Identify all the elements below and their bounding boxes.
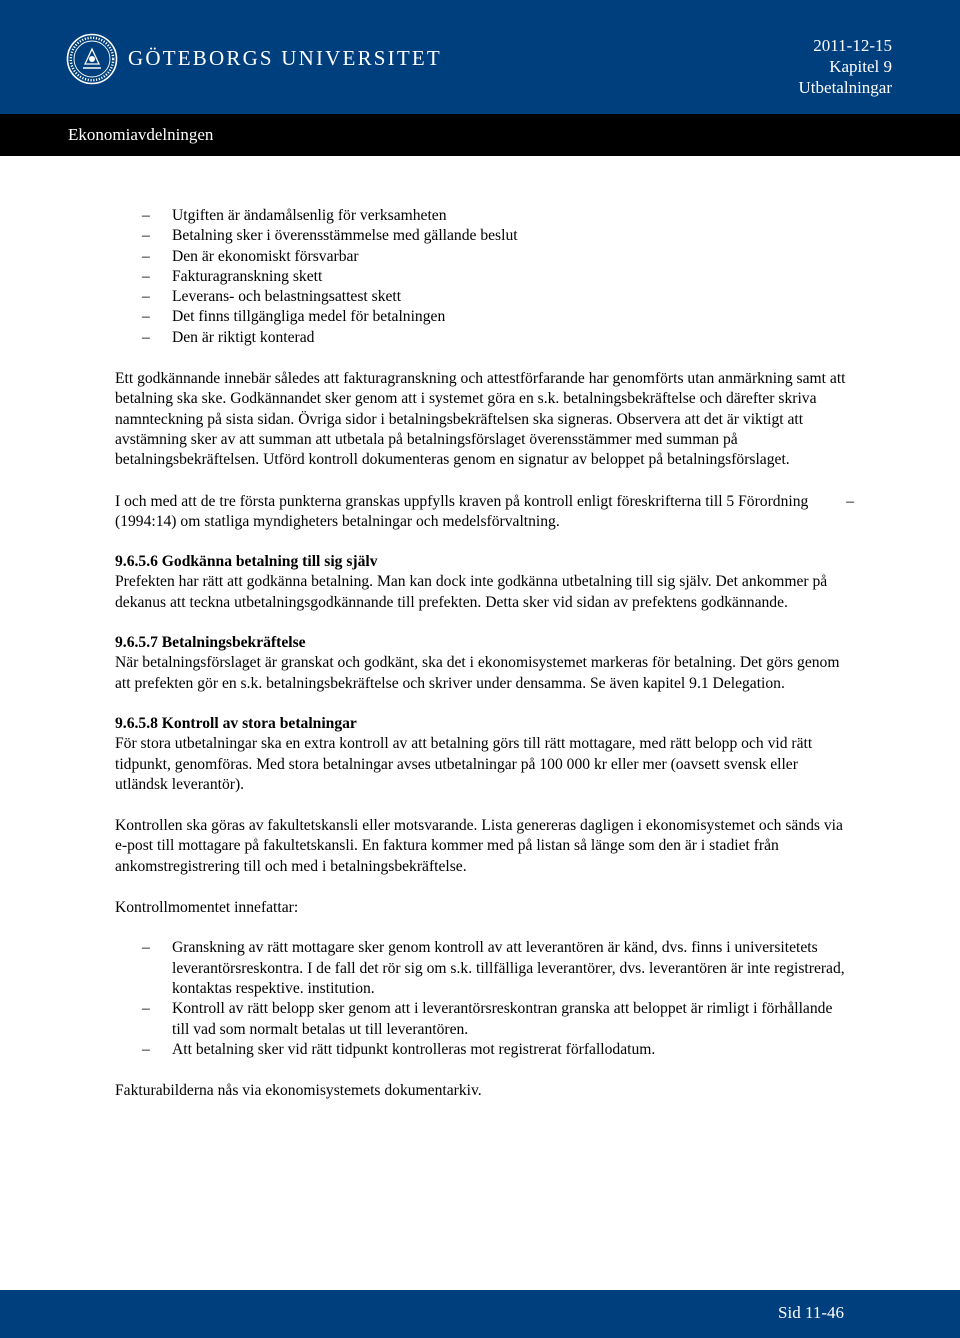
chapter-label: Kapitel 9 bbox=[829, 57, 892, 76]
section-9658-text-2: Kontrollen ska göras av fakultetskansli eller motsvarande. Lista genereras dagligen i ekonomisystemet och sänds via e-post till mottagare på fakultetskansli. En faktura kommer med på listan så länge som den är i stadiet från ankomstregistrering till och med i betalningsbekräftelse. bbox=[115, 817, 843, 875]
closing-paragraph: Fakturabilderna nås via ekonomisystemets dokumentarkiv. bbox=[115, 1082, 482, 1100]
document-body bbox=[115, 206, 854, 1101]
list-item: – Leverans- och belastningsattest skett bbox=[115, 287, 847, 307]
dash-bullet-icon: – bbox=[142, 1000, 150, 1018]
dash-bullet-icon: – bbox=[142, 247, 150, 265]
document-date: 2011-12-15 bbox=[813, 36, 892, 55]
criteria-list bbox=[115, 206, 847, 348]
section-heading-9657: 9.6.5.7 Betalningsbekräftelse bbox=[115, 634, 306, 652]
list-item: – Den är ekonomiskt försvarbar bbox=[115, 247, 847, 267]
list-item: – Granskning av rätt mottagare sker genom kontroll av att leverantören är känd, dvs. finns i universitetets leverantörsreskontra. I de fall det rör sig om s.k. tillfälliga leverantörer, dvs. leverantören är inte registrerad, kontaktas respektive. institution. bbox=[142, 939, 845, 997]
page-number: Sid 11-46 bbox=[778, 1303, 844, 1322]
section-heading-9658: 9.6.5.8 Kontroll av stora betalningar bbox=[115, 714, 357, 732]
header-meta bbox=[799, 35, 892, 98]
section-9658-text-3: Kontrollmomentet innefattar: bbox=[115, 899, 299, 917]
regulation-block bbox=[115, 492, 854, 533]
section-9657-text: När betalningsförslaget är granskat och godkänt, ska det i ekonomisystemet markeras för betalning. Det görs genom att prefekten gör en s.k. betalningsbekräftelse och skriver under densamma. Se även kapitel 9.1 Delegation. bbox=[115, 654, 840, 692]
dash-bullet-icon: – bbox=[142, 308, 150, 326]
topic-label: Utbetalningar bbox=[798, 78, 892, 97]
dash-bullet-icon: – bbox=[142, 939, 150, 957]
section-9658-text-1: För stora utbetalningar ska en extra kontroll av att betalning görs till rätt mottagare, med rätt belopp och vid rätt tidpunkt, genomföras. Med stora betalningar avses utbetalningar på 100 000 kr eller mer (oavsett svensk eller utländsk leverantör). bbox=[115, 735, 813, 793]
margin-dash-icon: – bbox=[846, 492, 854, 510]
list-item: – Betalning sker i överensstämmelse med gällande beslut bbox=[115, 226, 847, 246]
dash-bullet-icon: – bbox=[142, 207, 150, 224]
list-item: – Fakturagranskning skett bbox=[115, 267, 847, 287]
university-seal-icon bbox=[66, 33, 118, 85]
section-9656-text: Prefekten har rätt att godkänna betalning. Man kan dock inte godkänna utbetalning till sig själv. Det ankommer på dekanus att teckna utbetalningsgodkännande till prefekten. Detta sker vid sidan av prefektens godkännande. bbox=[115, 573, 828, 611]
list-item: – Att betalning sker vid rätt tidpunkt kontrolleras mot registrerat förfallodatum. bbox=[115, 1040, 847, 1060]
section-heading-9656: 9.6.5.6 Godkänna betalning till sig själv bbox=[115, 553, 378, 571]
list-item: – Kontroll av rätt belopp sker genom att i leverantörsreskontran granska att beloppet är rimligt i förhållande till vad som normalt betalas ut till leverantören. bbox=[142, 1000, 833, 1038]
list-item: – Det finns tillgängliga medel för betalningen bbox=[115, 307, 847, 327]
dash-bullet-icon: – bbox=[142, 288, 150, 306]
dash-bullet-icon: – bbox=[142, 227, 150, 245]
control-list bbox=[115, 938, 847, 1060]
department-name: Ekonomiavdelningen bbox=[68, 125, 214, 144]
university-name: GÖTEBORGS UNIVERSITET bbox=[128, 46, 442, 70]
dash-bullet-icon: – bbox=[142, 267, 150, 285]
dash-bullet-icon: – bbox=[142, 1040, 150, 1058]
list-item: – Utgiften är ändamålsenlig för verksamheten bbox=[115, 206, 847, 226]
dash-bullet-icon: – bbox=[142, 328, 150, 346]
approval-paragraph: Ett godkännande innebär således att fakturagranskning och attestförfarande har genomförts utan anmärkning samt att betalning ska ske. Godkännandet sker genom att i systemet göra en s.k. betalningsbekräftelse och därefter skriva namnteckning på sista sidan. Övriga sidor i betalningsbekräftelsen ska signeras. Observera att det är viktigt att avstämning sker av att summan att utbetala på betalningsförslaget överensstämmer med summan på betalningsbekräftelsen. Utförd kontroll dokumenteras genom en signatur av beloppet på betalningsförslaget. bbox=[115, 370, 846, 469]
regulation-paragraph: I och med att de tre första punkterna granskas uppfylls kraven på kontroll enligt föreskrifterna till 5 Förordning (1994:14) om statliga myndigheters betalningar och medelsförvaltning. bbox=[115, 492, 809, 530]
list-item: – Den är riktigt konterad bbox=[115, 328, 847, 348]
